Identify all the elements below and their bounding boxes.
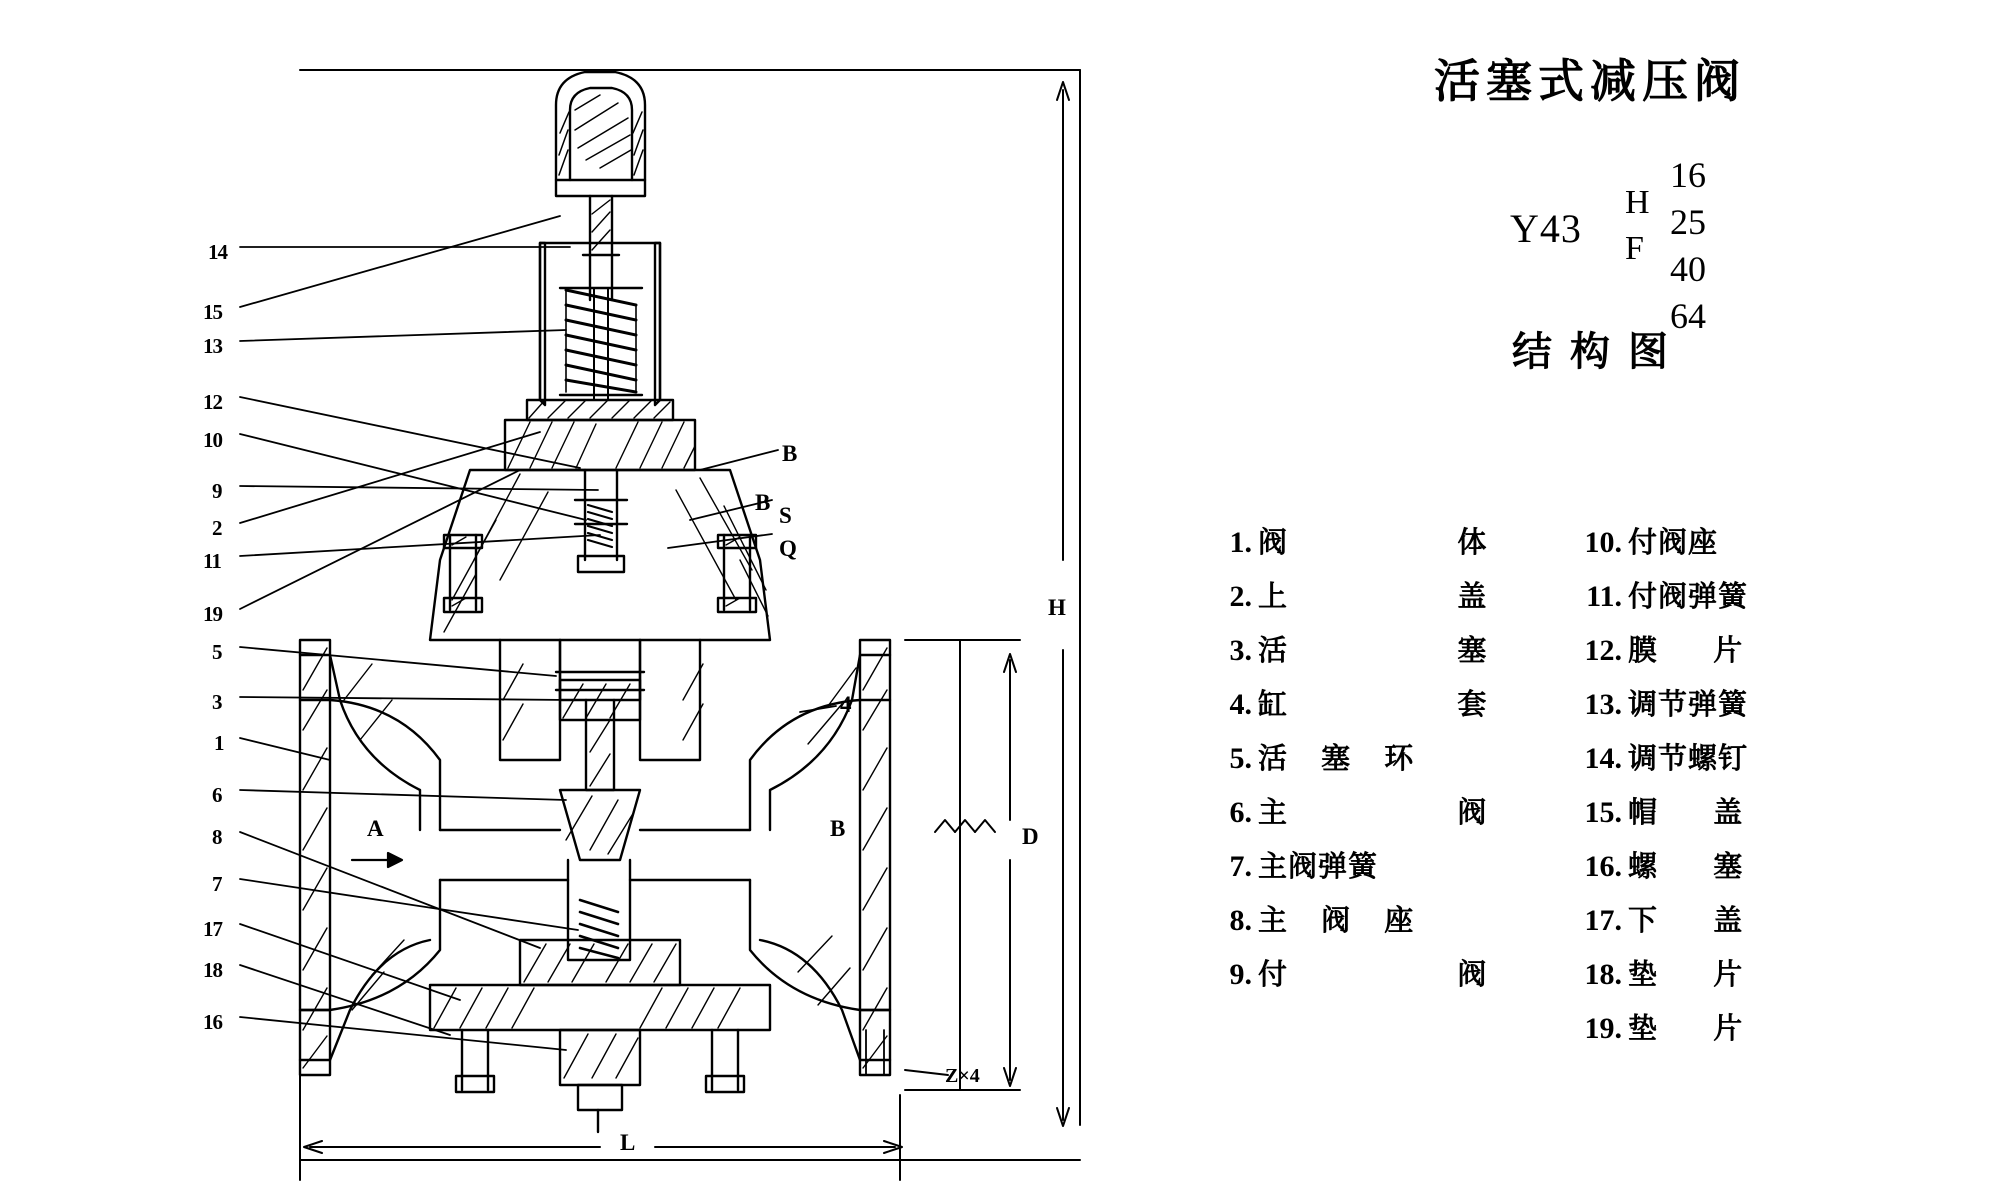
- callout-12: 12: [203, 390, 222, 414]
- annotation-b-mid: B: [755, 490, 771, 515]
- part-item: [1560, 736, 1980, 790]
- part-item: [1190, 898, 1550, 952]
- part-item: [1190, 574, 1550, 628]
- part-index: 1.: [1229, 526, 1252, 559]
- piston-and-cylinder: [500, 640, 703, 790]
- model-rating-40: 40: [1670, 249, 1706, 289]
- callout-11: 11: [203, 549, 221, 573]
- adjusting-spring: [566, 290, 636, 392]
- part-index: 12.: [1584, 634, 1622, 667]
- part-name: 主 阀: [1258, 795, 1513, 829]
- callout-16: 16: [203, 1010, 222, 1034]
- annotation-4: 4: [840, 692, 852, 717]
- annotation-q: Q: [779, 536, 797, 561]
- parts-list-column-right: [1560, 520, 1980, 1060]
- part-index: 6.: [1229, 796, 1252, 829]
- annotation-s: S: [779, 503, 792, 528]
- part-item: [1560, 1006, 1980, 1060]
- part-index: 5.: [1229, 742, 1252, 775]
- part-index: 17.: [1584, 904, 1622, 937]
- callout-14: 14: [208, 240, 227, 264]
- part-name: 螺 塞: [1628, 849, 1755, 883]
- model-pressure-ratings: [1670, 152, 1706, 340]
- main-valve-spring: [580, 900, 618, 958]
- annotation-h-dimension: H: [1048, 595, 1066, 620]
- model-base-code: Y43: [1510, 206, 1582, 251]
- part-name: 阀 体: [1258, 525, 1513, 559]
- callout-6: 6: [212, 783, 222, 807]
- part-item: [1190, 682, 1550, 736]
- model-rating-25: 25: [1670, 202, 1706, 242]
- part-name: 主阀弹簧: [1258, 849, 1379, 883]
- part-item: [1560, 520, 1980, 574]
- callout-18: 18: [203, 958, 222, 982]
- callout-19: 19: [203, 602, 222, 626]
- part-name: 垫 片: [1628, 1011, 1755, 1045]
- part-index: 16.: [1584, 850, 1622, 883]
- part-name: 缸 套: [1258, 687, 1513, 721]
- model-letter-f: F: [1625, 230, 1644, 267]
- callout-3: 3: [212, 690, 222, 714]
- callout-5: 5: [212, 640, 222, 664]
- part-index: 15.: [1584, 796, 1622, 829]
- part-item: [1560, 844, 1980, 898]
- callout-1: 1: [214, 731, 224, 755]
- part-name: 主 阀 座: [1258, 903, 1426, 937]
- callout-9: 9: [212, 479, 222, 503]
- callout-13: 13: [203, 334, 222, 358]
- callout-2: 2: [212, 516, 222, 540]
- part-index: 3.: [1229, 634, 1252, 667]
- part-item: [1560, 628, 1980, 682]
- part-name: 下 盖: [1628, 903, 1755, 937]
- spring-bonnet: [527, 243, 673, 420]
- dimension-frame: [300, 70, 1080, 1180]
- part-item: [1560, 790, 1980, 844]
- drawing-title: 活塞式减压阀: [1434, 54, 1746, 108]
- model-designation: [1240, 150, 1940, 336]
- part-index: 19.: [1584, 1012, 1622, 1045]
- model-rating-64: 64: [1670, 296, 1706, 336]
- part-index: 13.: [1584, 688, 1622, 721]
- callout-17: 17: [203, 917, 222, 941]
- cap-nut-assembly: [556, 72, 645, 300]
- model-letter-h: H: [1625, 184, 1650, 221]
- part-name: 膜 片: [1628, 633, 1755, 667]
- part-index: 11.: [1586, 580, 1622, 613]
- model-letter-codes: [1625, 180, 1650, 272]
- callout-8: 8: [212, 825, 222, 849]
- part-name: 付 阀: [1258, 957, 1513, 991]
- part-name: 调节螺钉: [1628, 741, 1749, 775]
- parts-list-column-left: [1190, 520, 1550, 1006]
- model-rating-16: 16: [1670, 155, 1706, 195]
- part-index: 10.: [1584, 526, 1622, 559]
- part-index: 7.: [1229, 850, 1252, 883]
- part-item: [1560, 898, 1980, 952]
- part-name: 活 塞 环: [1258, 741, 1426, 775]
- annotation-b-upper: B: [782, 441, 798, 466]
- part-name: 上 盖: [1258, 579, 1513, 613]
- annotation-b-outlet: B: [830, 816, 846, 841]
- bonnet-bolts: [444, 535, 756, 612]
- part-item: [1190, 790, 1550, 844]
- main-valve: [440, 790, 750, 985]
- drawing-subtitle: 结构图: [1512, 329, 1686, 375]
- info-pane: [1180, 0, 2000, 1192]
- part-index: 9.: [1229, 958, 1252, 991]
- part-item: [1190, 952, 1550, 1006]
- part-name: 垫 片: [1628, 957, 1755, 991]
- callout-10: 10: [203, 428, 222, 452]
- annotation-a-inlet: A: [367, 816, 384, 841]
- part-name: 活 塞: [1258, 633, 1513, 667]
- part-item: [1560, 682, 1980, 736]
- annotation-d-dimension: D: [1022, 824, 1039, 849]
- annotation-bolt-count: Z×4: [945, 1065, 980, 1087]
- part-index: 18.: [1584, 958, 1622, 991]
- part-item: [1190, 736, 1550, 790]
- part-index: 8.: [1229, 904, 1252, 937]
- part-name: 调节弹簧: [1628, 687, 1749, 721]
- part-index: 14.: [1584, 742, 1622, 775]
- part-item: [1190, 628, 1550, 682]
- part-item: [1190, 520, 1550, 574]
- callout-15: 15: [203, 300, 222, 324]
- lower-cover: [430, 985, 884, 1132]
- part-item: [1560, 952, 1980, 1006]
- annotation-l-dimension: L: [620, 1130, 636, 1155]
- flow-arrows: [352, 853, 402, 867]
- callout-7: 7: [212, 872, 222, 896]
- part-name: 付阀座: [1628, 525, 1719, 559]
- part-index: 2.: [1229, 580, 1252, 613]
- part-name: 帽 盖: [1628, 795, 1755, 829]
- part-item: [1190, 844, 1550, 898]
- part-item: [1560, 574, 1980, 628]
- part-index: 4.: [1229, 688, 1252, 721]
- part-name: 付阀弹簧: [1628, 579, 1749, 613]
